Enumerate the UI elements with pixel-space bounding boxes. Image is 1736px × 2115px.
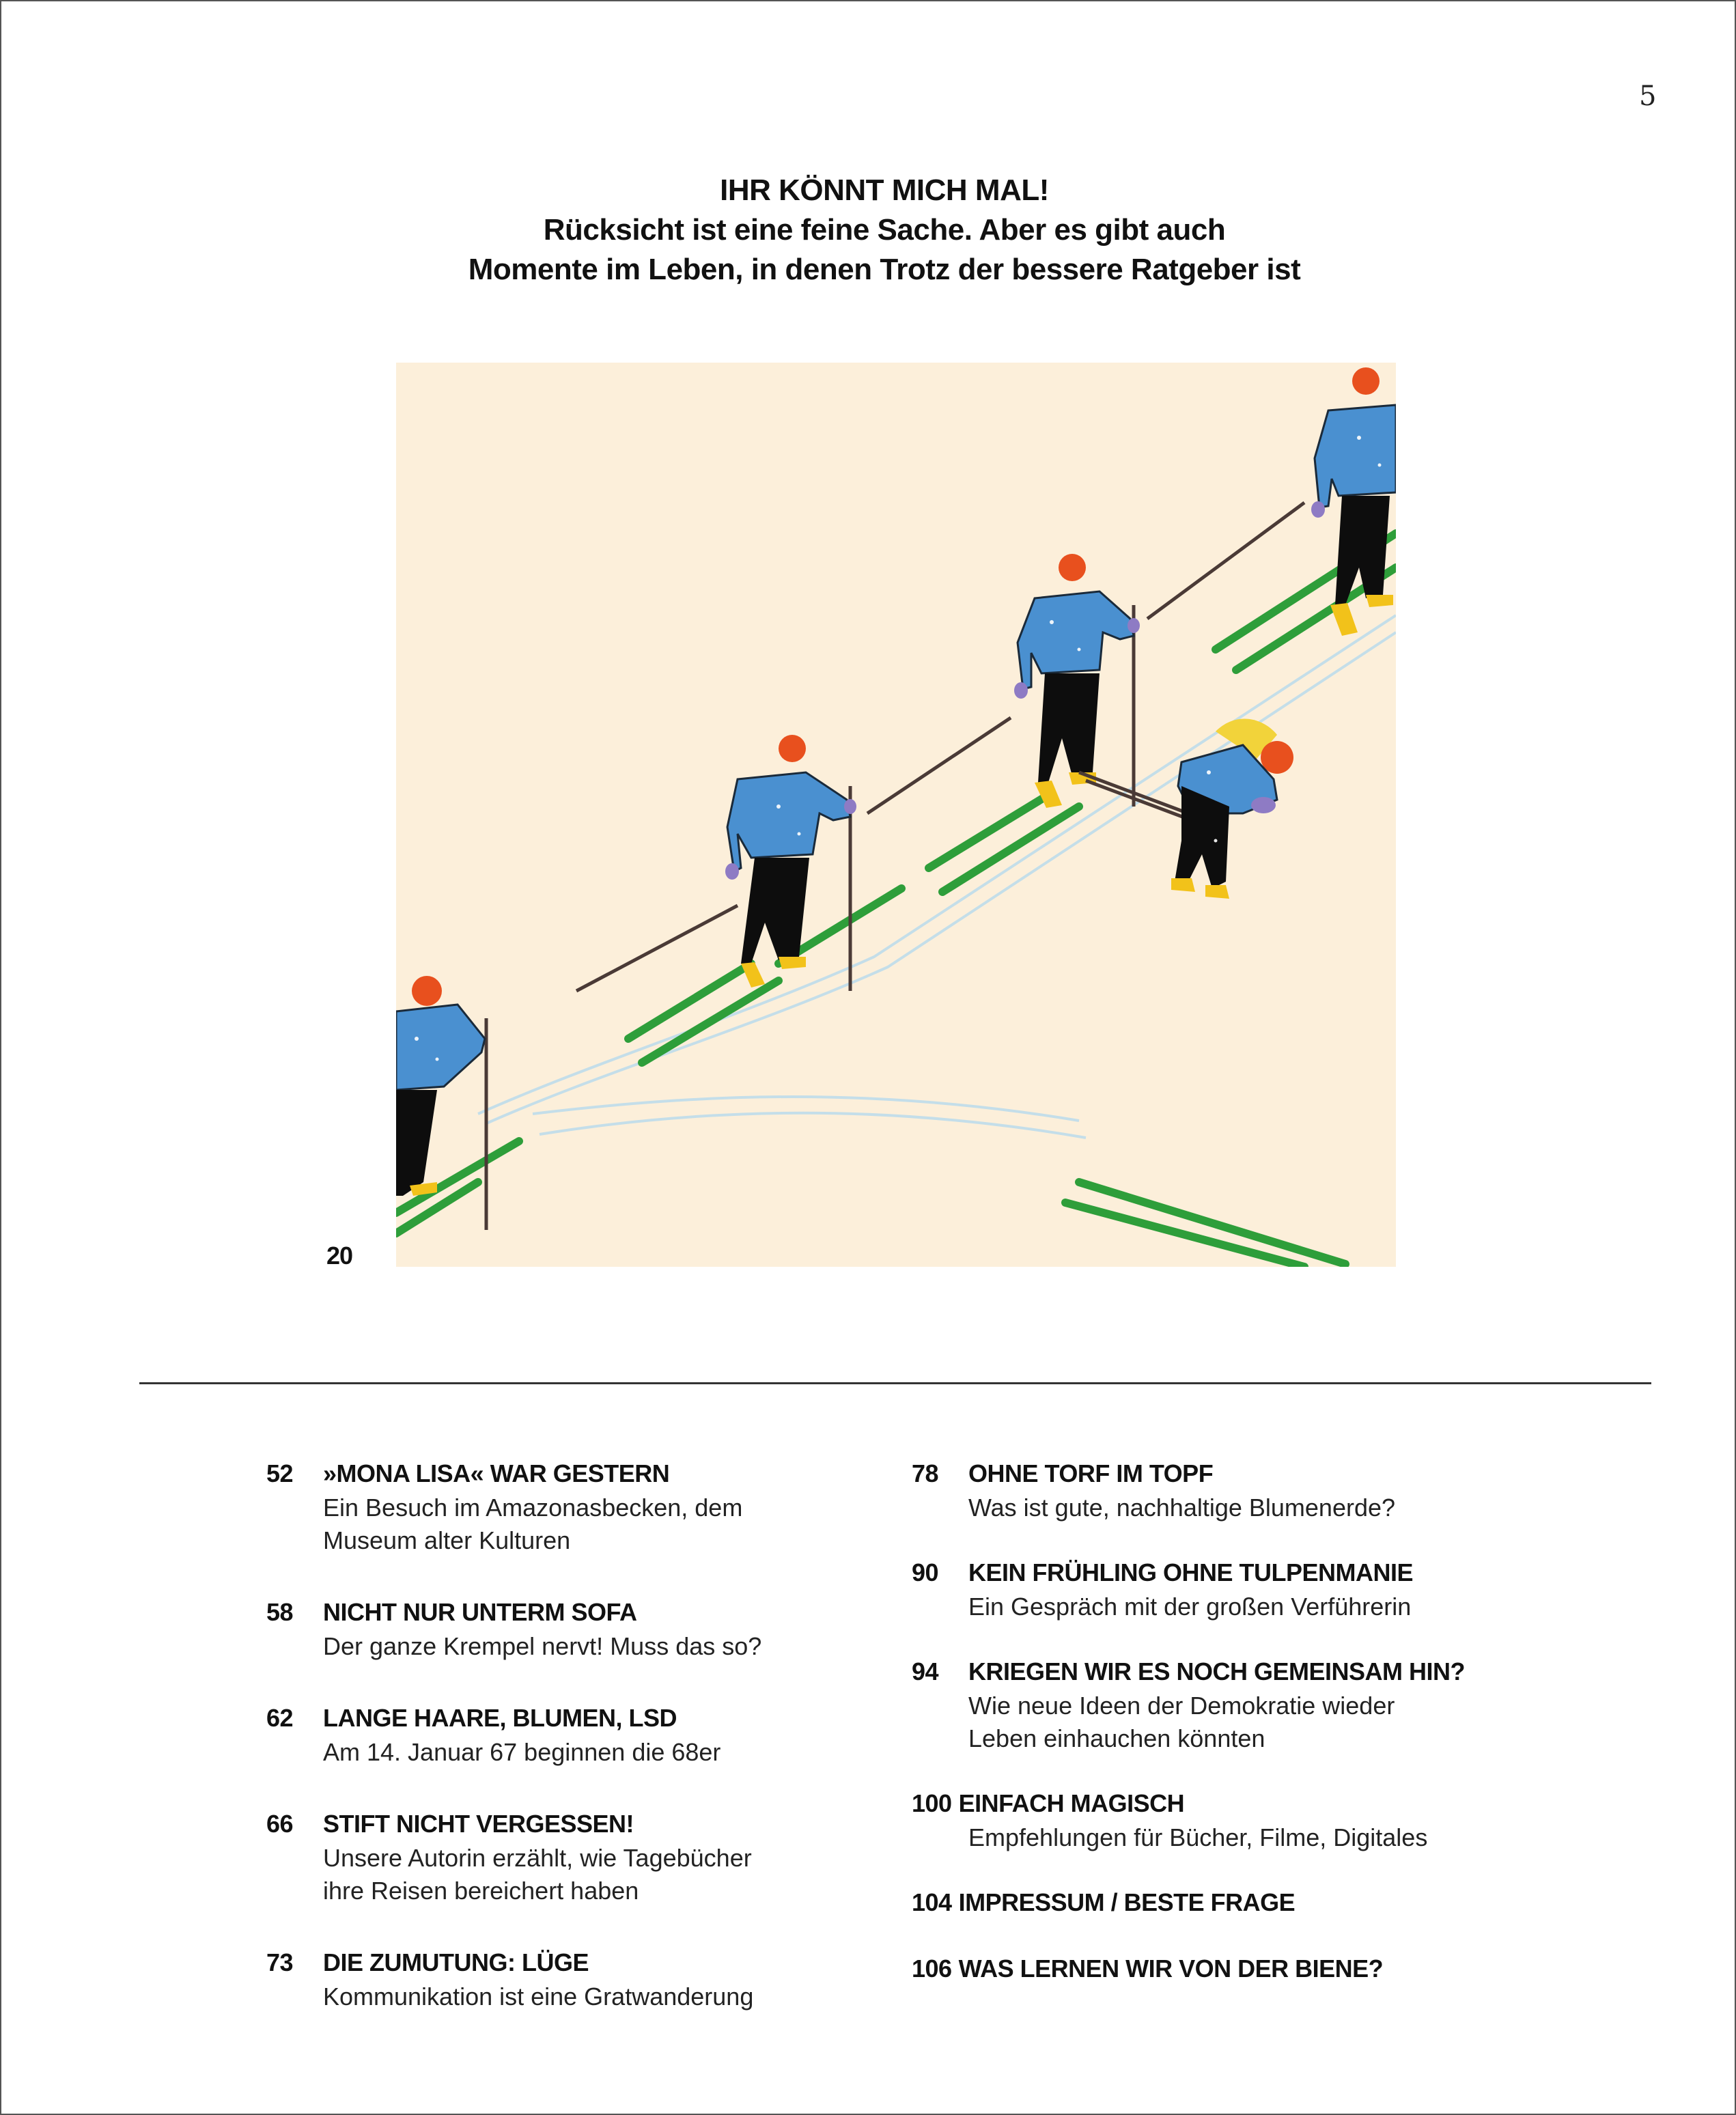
toc-right-column	[912, 1456, 1595, 1987]
toc-title: OHNE TORF IM TOPF	[968, 1459, 1214, 1487]
toc-page-number: 66	[266, 1810, 294, 1838]
toc-title: KEIN FRÜHLING OHNE TULPENMANIE	[968, 1558, 1413, 1586]
toc-entry[interactable]	[266, 1595, 867, 1663]
skiers-artwork	[396, 363, 1396, 1267]
skier-2	[576, 735, 856, 991]
toc-title: DIE ZUMUTUNG: LÜGE	[323, 1948, 589, 1976]
toc-page-number: 106	[912, 1955, 952, 1983]
folio-page-number: 5	[1639, 81, 1657, 112]
toc-subtitle: Empfehlungen für Bücher, Filme, Digitales	[968, 1823, 1428, 1851]
toc-page-number: 104	[912, 1888, 952, 1916]
skier-1	[396, 976, 486, 1230]
toc-entry[interactable]	[266, 1945, 867, 2013]
toc-subtitle: Ein Gespräch mit der großen Verführerin	[968, 1593, 1412, 1621]
toc-page-number: 100	[912, 1789, 952, 1817]
toc-page-number: 62	[266, 1704, 294, 1732]
headline-title: IHR KÖNNT MICH MAL!	[720, 173, 1049, 207]
toc-page-number: 73	[266, 1948, 294, 1976]
toc-title: LANGE HAARE, BLUMEN, LSD	[323, 1704, 677, 1732]
toc-title: »MONA LISA« WAR GESTERN	[323, 1459, 670, 1487]
toc-entry[interactable]	[266, 1456, 867, 1557]
toc-page-number: 94	[912, 1657, 939, 1685]
toc-subtitle: ihre Reisen bereichert haben	[323, 1877, 639, 1905]
toc-subtitle: Kommunikation ist eine Gratwanderung	[323, 1983, 754, 2011]
toc-entry[interactable]	[912, 1456, 1595, 1524]
feature-page-number[interactable]: 20	[326, 1242, 353, 1270]
toc-subtitle: Ein Besuch im Amazonasbecken, dem	[323, 1494, 743, 1522]
toc-title: IMPRESSUM / BESTE FRAGE	[958, 1888, 1296, 1916]
toc-subtitle: Leben einhauchen könnten	[968, 1724, 1265, 1752]
toc-page-number: 52	[266, 1459, 294, 1487]
toc-title: WAS LERNEN WIR VON DER BIENE?	[958, 1955, 1384, 1983]
skiers-illustration[interactable]	[396, 363, 1396, 1267]
toc-page-number: 78	[912, 1459, 939, 1487]
toc-page-number: 58	[266, 1598, 294, 1626]
toc-subtitle: Am 14. Januar 67 beginnen die 68er	[323, 1738, 721, 1766]
section-divider	[139, 1382, 1651, 1384]
headline-teaser-line-1: Rücksicht ist eine feine Sache. Aber es gibt auch	[543, 213, 1226, 247]
toc-page-number: 90	[912, 1558, 939, 1586]
toc-left-column	[266, 1456, 867, 2013]
toc-subtitle: Der ganze Krempel nervt! Muss das so?	[323, 1632, 762, 1660]
toc-entry[interactable]	[266, 1806, 867, 1907]
feature-headline	[205, 171, 1564, 290]
toc-subtitle: Museum alter Kulturen	[323, 1526, 571, 1554]
toc-subtitle: Wie neue Ideen der Demokratie wieder	[968, 1692, 1395, 1720]
headline-teaser-line-2: Momente im Leben, in denen Trotz der bessere Ratgeber ist	[468, 253, 1301, 286]
toc-entry[interactable]	[266, 1700, 867, 1769]
toc-subtitle: Unsere Autorin erzählt, wie Tagebücher	[323, 1844, 752, 1872]
toc-title: KRIEGEN WIR ES NOCH GEMEINSAM HIN?	[968, 1657, 1466, 1685]
toc-title: EINFACH MAGISCH	[958, 1789, 1185, 1817]
skier-3	[867, 554, 1140, 813]
skier-5-downhill	[1079, 718, 1293, 899]
toc-entry[interactable]	[912, 1555, 1595, 1623]
toc-entry[interactable]	[912, 1885, 1595, 1920]
toc-entry[interactable]	[912, 1786, 1595, 1854]
toc-title: STIFT NICHT VERGESSEN!	[323, 1810, 634, 1838]
toc-subtitle: Was ist gute, nachhaltige Blumenerde?	[968, 1494, 1396, 1522]
toc-entry[interactable]	[912, 1654, 1595, 1755]
toc-title: NICHT NUR UNTERM SOFA	[323, 1598, 637, 1626]
toc-entry[interactable]	[912, 1951, 1595, 1987]
